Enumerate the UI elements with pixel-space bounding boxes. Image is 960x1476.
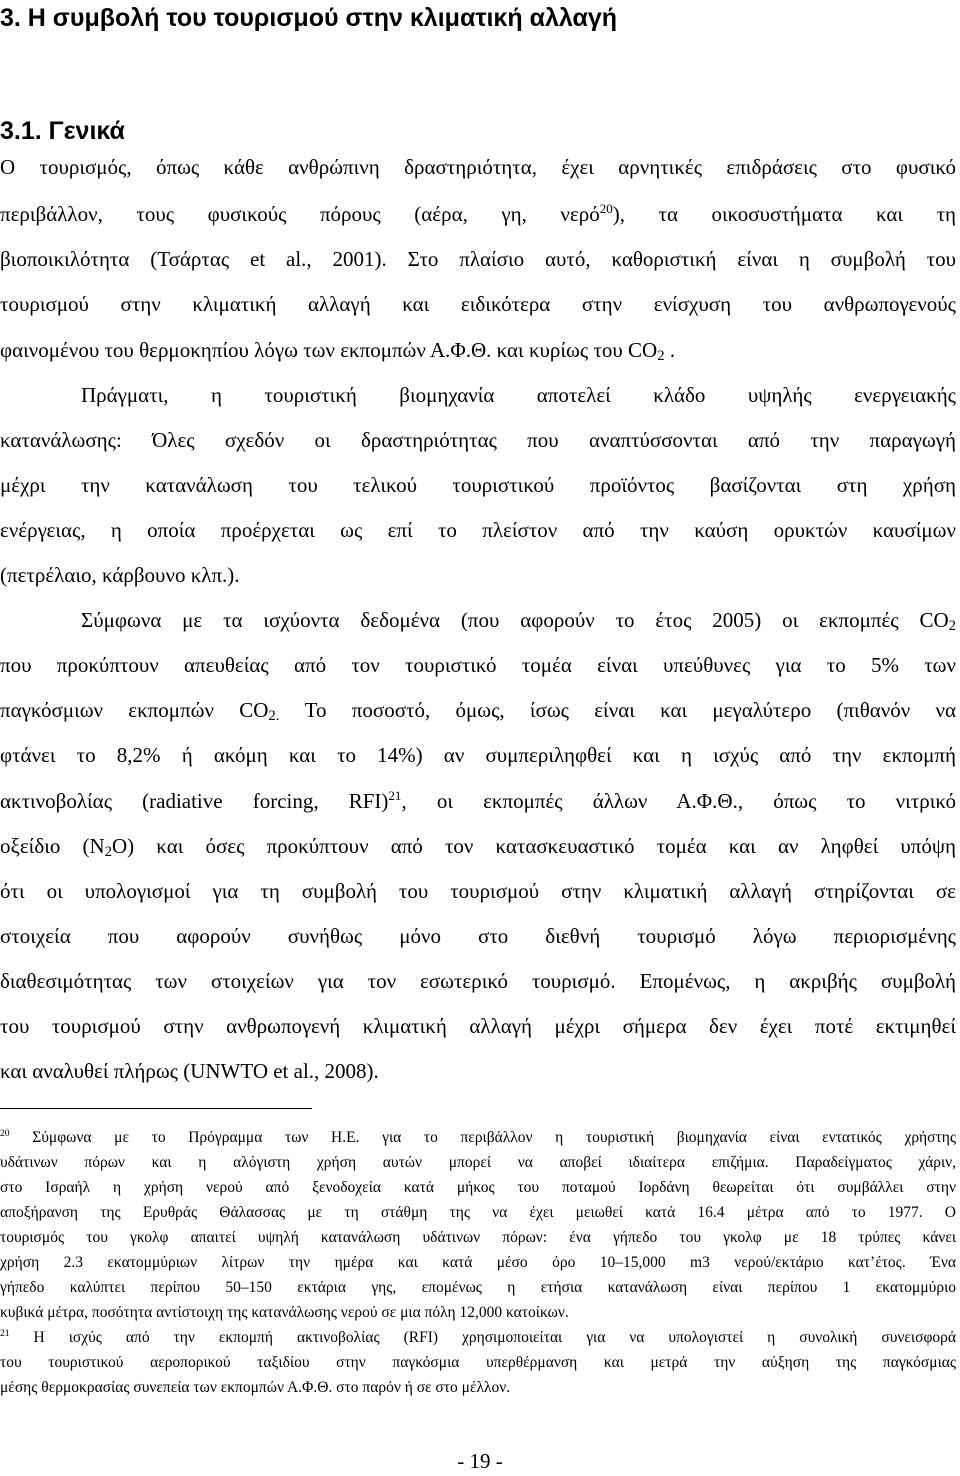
paragraph-1-line-4: τουρισμού στην κλιματική αλλαγή και ειδικότερα στην ενίσχυση του ανθρωπογενούς xyxy=(0,292,956,316)
paragraph-2-line-2: κατανάλωσης: Όλες σχεδόν οι δραστηριότητας που αναπτύσσονται από την παραγωγή xyxy=(0,428,956,452)
footnote-21-line-3: μέσης θερμοκρασίας συνεπεία των εκπομπών Α.Φ.Θ. στο παρόν ή σε στο μέλλον. xyxy=(0,1379,511,1396)
paragraph-3-line-6: οξείδιο (N2O) και όσες προκύπτουν από τον κατασκευαστικό τομέα και αν ληφθεί υπόψη xyxy=(0,834,956,860)
footnote-mark-21: 21 xyxy=(0,1328,10,1340)
paragraph-3-line-7: ότι οι υπολογισμοί για τη συμβολή του τουρισμού στην κλιματική αλλαγή στηρίζονται σε xyxy=(0,879,956,903)
footnote-mark-20: 20 xyxy=(0,1128,10,1140)
paragraph-3-line-2: που προκύπτουν απευθείας από τον τουριστικό τομέα είναι υπεύθυνες για το 5% των xyxy=(0,653,956,677)
paragraph-3-line-11: και αναλυθεί πλήρως (UNWTO et al., 2008). xyxy=(0,1059,379,1083)
paragraph-3-line-8: στοιχεία που αφορούν συνήθως μόνο στο διεθνή τουρισμό λόγω περιορισμένης xyxy=(0,924,956,948)
subsection-title: 3.1. Γενικά xyxy=(0,117,125,145)
footnote-20-line-4: αποξήρανση της Ερυθράς Θάλασσας με τη στάθμη της να έχει μειωθεί κατά 16.4 μέτρα από το 1977. Ο xyxy=(0,1204,956,1221)
paragraph-1-line-5: φαινομένου του θερμοκηπίου λόγω των εκπομπών Α.Φ.Θ. και κυρίως του CO2 . xyxy=(0,338,676,364)
paragraph-3-line-5: ακτινοβολίας (radiative forcing, RFI)$^{21}$, οι εκπομπές άλλων Α.Φ.Θ., όπως το νιτρικό xyxy=(0,787,956,813)
subscript-2: 2. xyxy=(268,707,280,724)
paragraph-1-line-1: Ο τουρισμός, όπως κάθε ανθρώπινη δραστηριότητα, έχει αρνητικές επιδράσεις στο φυσικό xyxy=(0,155,956,179)
footnote-20-line-7: γήπεδο καλύπτει περίπου 50–150 εκτάρια γης, επομένως η ετήσια κατανάλωση είναι περίπου 1 εκατομμύριο xyxy=(0,1279,956,1296)
paragraph-3-line-9: διαθεσιμότητας των στοιχείων για τον εσωτερικό τουρισμό. Επομένως, η ακριβής συμβολή xyxy=(0,969,956,993)
paragraph-1-line-2: περιβάλλον, τους φυσικούς πόρους (αέρα, γη, νερό$^{20}$), τα οικοσυστήματα και τη xyxy=(0,200,957,226)
paragraph-2-line-3: μέχρι την κατανάλωση του τελικού τουριστικού προϊόντος βασίζονται στη χρήση xyxy=(0,473,956,497)
paragraph-2-line-4: ενέργειας, η οποία προέρχεται ως επί το πλείστον από την καύση ορυκτών καυσίμων xyxy=(0,518,956,542)
footnote-20-line-2: υδάτινων πόρων και η αλόγιστη χρήση αυτών μπορεί να αποβεί ιδιαίτερα επιζήμια. Παραδείγματος χάριν, xyxy=(0,1154,956,1171)
paragraph-3-line-10: του τουρισμού στην ανθρωπογενή κλιματική αλλαγή μέχρι σήμερα δεν έχει ποτέ εκτιμηθεί xyxy=(0,1014,956,1038)
footnote-21-line-1: $^{21}$ Η ισχύς από την εκπομπή ακτινοβολίας (RFI) χρησιμοποιείται για να υπολογιστεί η συνολική συνεισφορά xyxy=(0,1328,956,1346)
footnote-20-line-6: χρήση 2.3 εκατομμύριων λίτρων την ημέρα και κατά μέσο όρο 10–15,000 m3 νερού/εκτάριο κατ’έτος. Ένα xyxy=(0,1254,956,1271)
subscript-2: 2 xyxy=(104,843,113,860)
paragraph-1-line-3: βιοποικιλότητα (Τσάρτας et al., 2001). Στο πλαίσιο αυτό, καθοριστική είναι η συμβολή του xyxy=(0,247,956,271)
paragraph-3-line-1: Σύμφωνα με τα ισχύοντα δεδομένα (που αφορούν το έτος 2005) οι εκπομπές CO2 xyxy=(81,608,956,634)
paragraph-3-line-3: παγκόσμιων εκπομπών CO2. Το ποσοστό, όμως, ίσως είναι και μεγαλύτερο (πιθανόν να xyxy=(0,698,956,724)
paragraph-2-line-1: Πράγματι, η τουριστική βιομηχανία αποτελεί κλάδο υψηλής ενεργειακής xyxy=(81,383,956,407)
footnote-ref-21: 21 xyxy=(388,787,402,803)
footnote-20-line-3: στο Ισραήλ η χρήση νερού από ξενοδοχεία κατά μήκος του ποταμού Ιορδάνη θεωρείται ότι συμβάλλει στην xyxy=(0,1179,956,1196)
subscript-2: 2 xyxy=(657,347,665,364)
page-number: - 19 - xyxy=(457,1449,503,1473)
paragraph-2-line-5: (πετρέλαιο, κάρβουνο κλπ.). xyxy=(0,563,240,587)
footnote-20-line-8: κυβικά μέτρα, ποσότητα αντίστοιχη της κατανάλωσης νερού σε μια πόλη 12,000 κατοίκων. xyxy=(0,1304,569,1321)
section-title: 3. Η συμβολή του τουρισμού στην κλιματική αλλαγή xyxy=(0,4,617,32)
footnote-21-line-2: του τουριστικού αεροπορικού ταξιδίου στην παγκόσμια υπερθέρμανση και μετρά την αύξηση της παγκόσμιας xyxy=(0,1354,956,1371)
paragraph-3-line-4: φτάνει το 8,2% ή ακόμη και το 14%) αν συμπεριληφθεί και η ισχύς από την εκπομπή xyxy=(0,743,956,767)
footnote-ref-20: 20 xyxy=(599,200,613,216)
footnote-20-line-5: τουρισμός του γκολφ απαιτεί υψηλή κατανάλωση υδάτινων πόρων: ένα γήπεδο του γκολφ με 18 τρύπες κάνει xyxy=(0,1229,956,1246)
footnote-separator xyxy=(0,1108,312,1109)
subscript-2: 2 xyxy=(948,617,956,634)
footnote-20-line-1: $^{20}$ Σύμφωνα με το Πρόγραμμα των Η.Ε. για το περιβάλλον η τουριστική βιομηχανία είναι εντατικός χρήστης xyxy=(0,1128,956,1146)
